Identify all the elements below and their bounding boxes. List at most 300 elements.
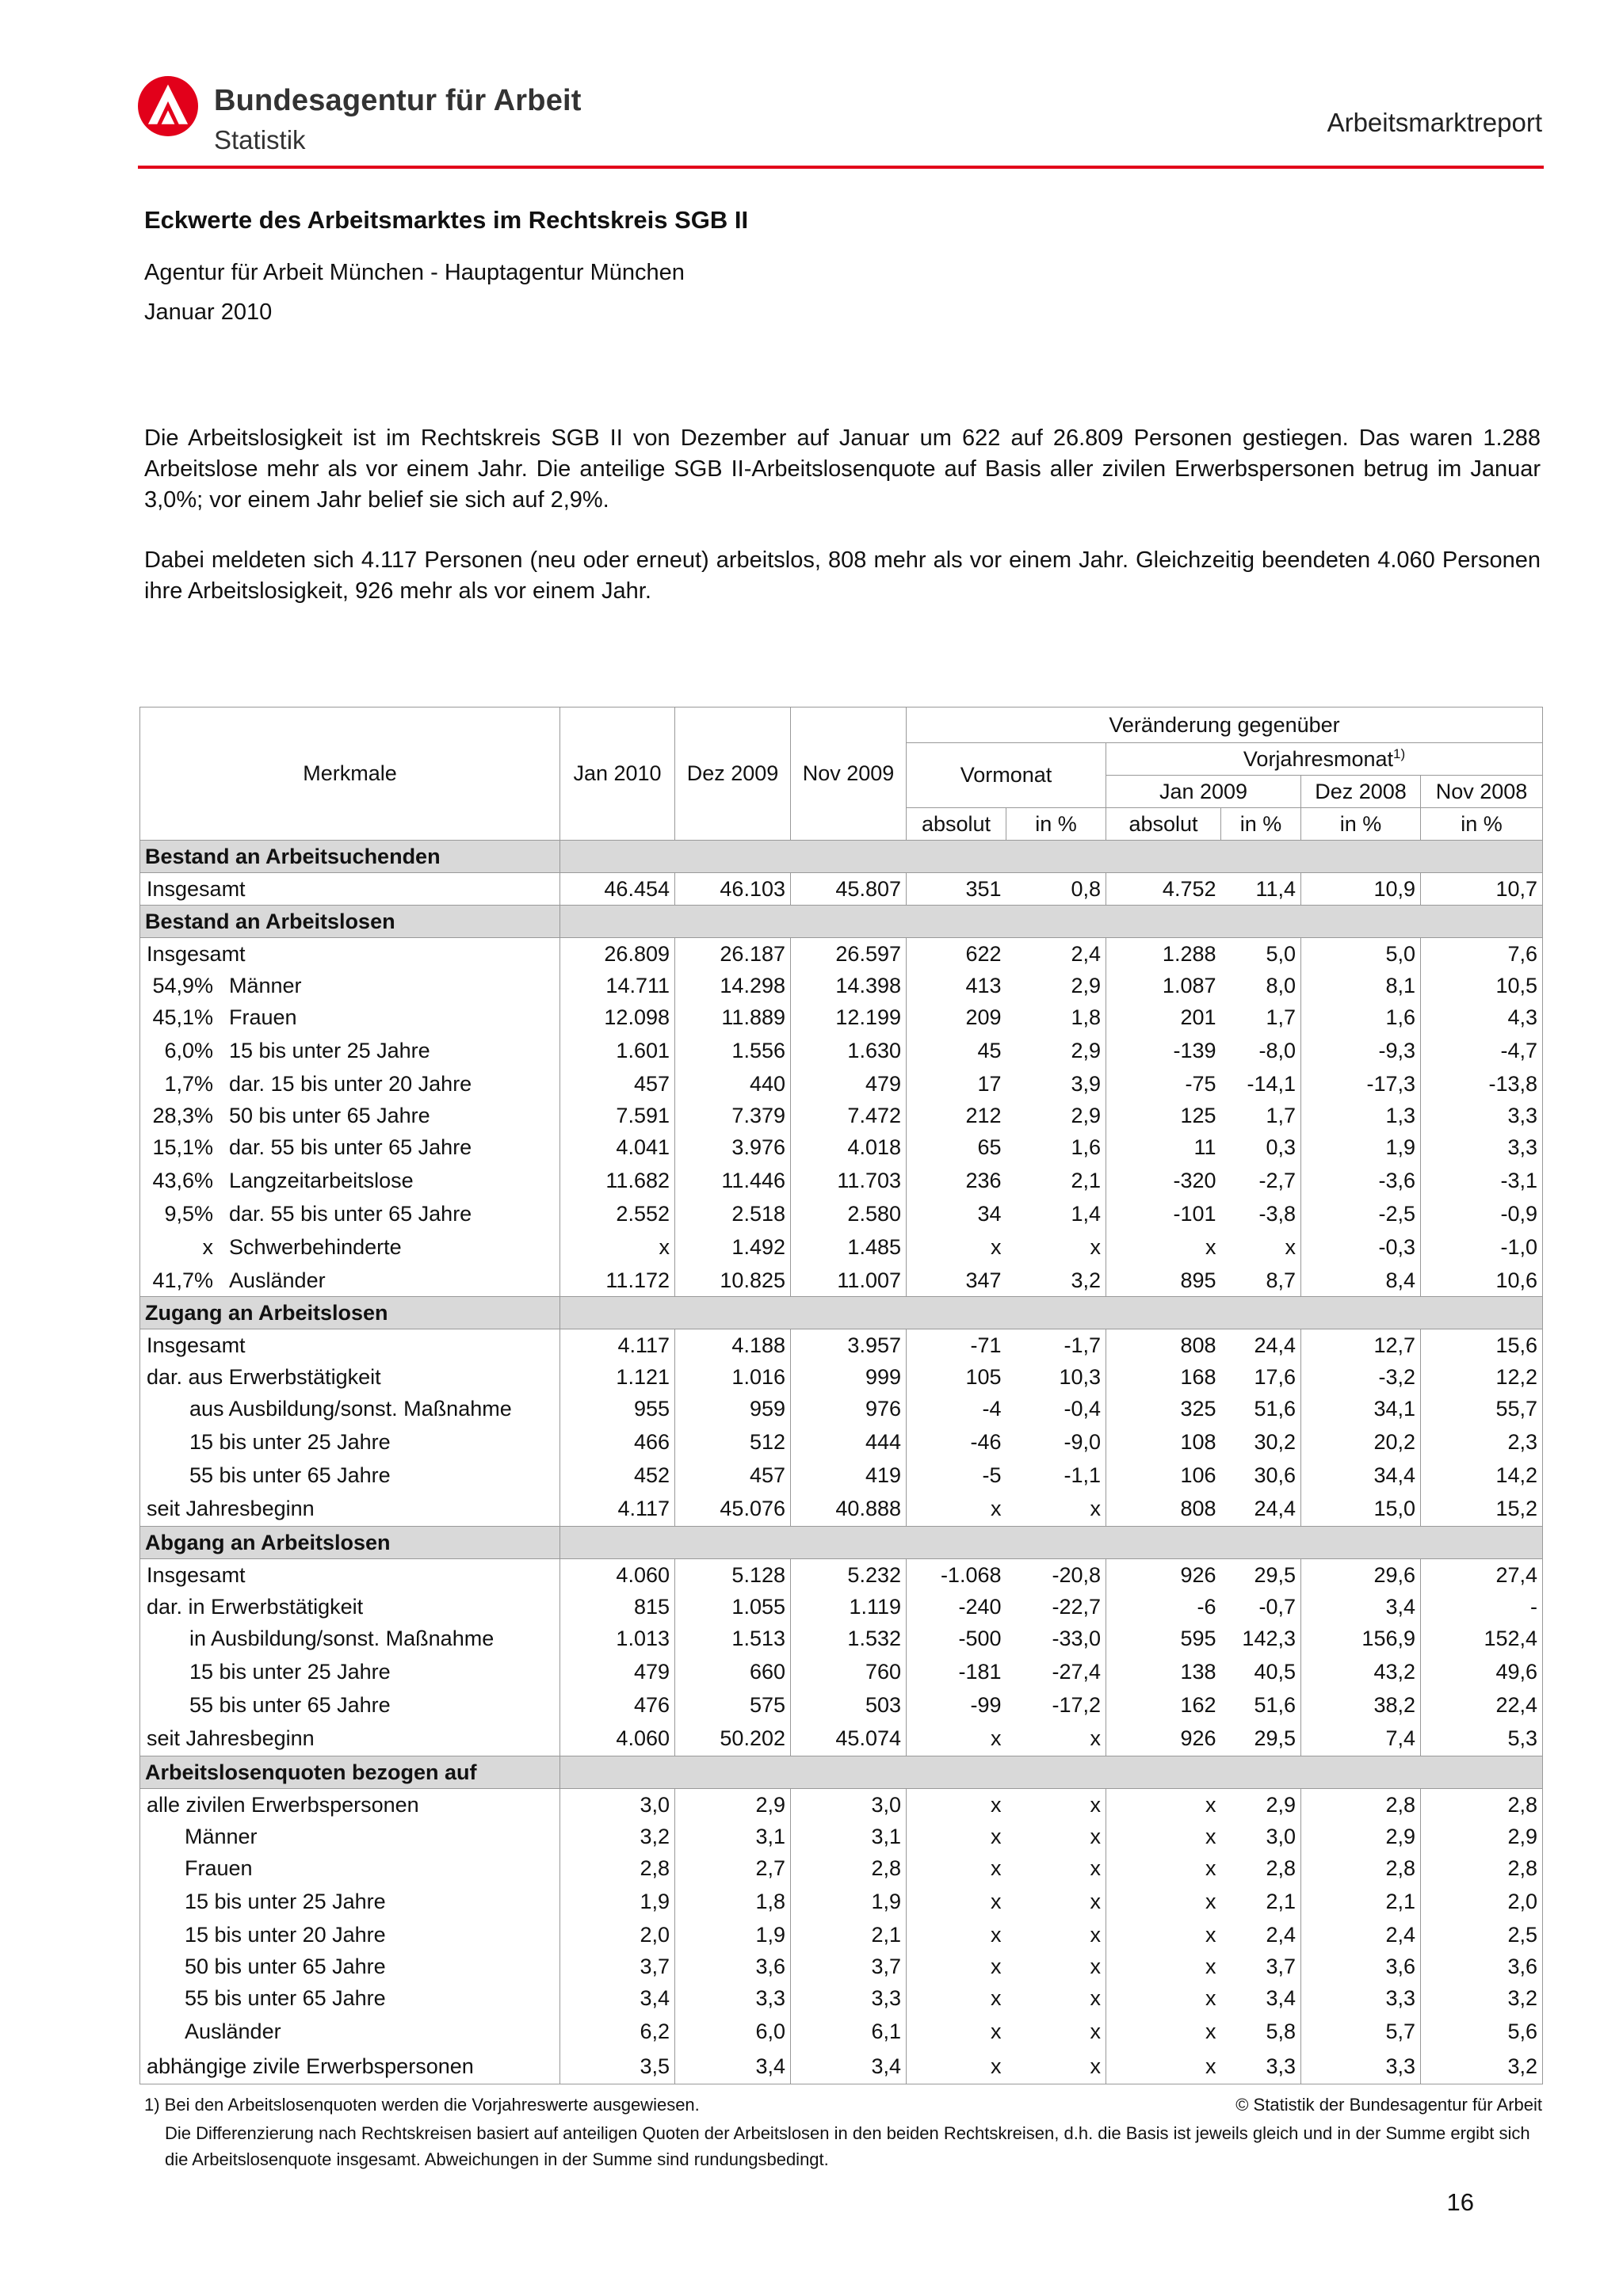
value-cell: 34,1: [1301, 1393, 1421, 1425]
value-cell: -8,0: [1221, 1033, 1301, 1068]
value-cell: 65: [907, 1131, 1006, 1163]
value-cell: 162: [1106, 1689, 1221, 1721]
value-cell: 808: [1106, 1491, 1221, 1527]
table-row: [140, 1789, 1543, 1821]
row-label: aus Ausbildung/sonst. Maßnahme: [189, 1396, 512, 1421]
brand-subtitle: Statistik: [214, 125, 306, 154]
value-cell: 8,4: [1301, 1264, 1421, 1297]
section-fill: [560, 1297, 1543, 1329]
share-percent: 9,5%: [164, 1201, 213, 1226]
row-label: Insgesamt: [147, 1333, 246, 1357]
value-cell: 2,9: [1006, 970, 1106, 1001]
value-cell: 27,4: [1421, 1559, 1543, 1592]
value-cell: x: [907, 1491, 1006, 1527]
summary-paragraph: Die Arbeitslosigkeit ist im Rechtskreis SGB II von Dezember auf Januar um 622 auf 26.809 Personen gestiegen. Das waren 1.288 Arbeitslose mehr als vor einem Jahr. Die anteilige SGB II-Arbeitslosenquote auf Basis aller zivilen Erwerbspersonen betrug im Januar 3,0%; vor einem Jahr belief sie sich auf 2,9%.: [144, 425, 1541, 513]
value-cell: 125: [1106, 1100, 1221, 1131]
value-cell: 6,1: [791, 2014, 907, 2049]
value-cell: 4.188: [675, 1329, 791, 1362]
section-row: [140, 906, 1543, 938]
value-cell: 1,7: [1221, 1100, 1301, 1131]
table-row: [140, 1721, 1543, 1756]
value-cell: 3,2: [1006, 1264, 1106, 1297]
value-cell: 5.232: [791, 1559, 907, 1592]
value-cell: -5: [907, 1459, 1006, 1491]
value-cell: 156,9: [1301, 1623, 1421, 1654]
value-cell: 24,4: [1221, 1329, 1301, 1362]
value-cell: -2,7: [1221, 1163, 1301, 1198]
row-label: 15 bis unter 25 Jahre: [189, 1429, 391, 1454]
value-cell: -139: [1106, 1033, 1221, 1068]
section-row: [140, 1297, 1543, 1329]
value-cell: 7,4: [1301, 1721, 1421, 1756]
value-cell: 11.889: [675, 1001, 791, 1033]
row-label-cell: [140, 1100, 560, 1131]
value-cell: 1.013: [560, 1623, 675, 1654]
value-cell: x: [1006, 1884, 1106, 1919]
table-row: [140, 1230, 1543, 1264]
header-dez-2008: Dez 2008: [1301, 776, 1421, 808]
value-cell: 3,0: [560, 1789, 675, 1821]
value-cell: 1,4: [1006, 1198, 1106, 1230]
value-cell: 2,9: [1006, 1100, 1106, 1131]
value-cell: 1.055: [675, 1591, 791, 1623]
value-cell: -101: [1106, 1198, 1221, 1230]
value-cell: 2,8: [1221, 1852, 1301, 1884]
value-cell: x: [1006, 1721, 1106, 1756]
row-label-cell: [140, 1361, 560, 1393]
value-cell: 3,4: [791, 2049, 907, 2084]
value-cell: 34,4: [1301, 1459, 1421, 1491]
value-cell: 6,0: [675, 2014, 791, 2049]
header-absolut: absolut: [907, 808, 1006, 841]
value-cell: 7.591: [560, 1100, 675, 1131]
value-cell: 1,8: [675, 1884, 791, 1919]
row-label-cell: [140, 1919, 560, 1951]
value-cell: 808: [1106, 1329, 1221, 1362]
value-cell: 3,4: [1301, 1591, 1421, 1623]
row-label: seit Jahresbeginn: [147, 1726, 315, 1750]
value-cell: x: [907, 1821, 1006, 1852]
value-cell: 15,2: [1421, 1491, 1543, 1527]
header-vormonat: Vormonat: [907, 743, 1106, 808]
value-cell: 3,3: [1221, 2049, 1301, 2084]
section-fill: [560, 841, 1543, 873]
share-percent: 6,0%: [164, 1038, 213, 1062]
row-label-cell: [140, 1264, 560, 1297]
value-cell: 926: [1106, 1721, 1221, 1756]
value-cell: 575: [675, 1689, 791, 1721]
row-label: Langzeitarbeitslose: [229, 1168, 414, 1192]
value-cell: 413: [907, 970, 1006, 1001]
value-cell: 2,5: [1421, 1919, 1543, 1951]
value-cell: x: [1106, 1821, 1221, 1852]
table-row: [140, 873, 1543, 906]
value-cell: -240: [907, 1591, 1006, 1623]
value-cell: 2,3: [1421, 1425, 1543, 1459]
header-in-percent: in %: [1421, 808, 1543, 841]
value-cell: 29,6: [1301, 1559, 1421, 1592]
value-cell: 466: [560, 1425, 675, 1459]
value-cell: 152,4: [1421, 1623, 1543, 1654]
value-cell: x: [907, 1884, 1006, 1919]
value-cell: 457: [560, 1068, 675, 1100]
value-cell: 1.288: [1106, 938, 1221, 971]
header-dez-2009: Dez 2009: [675, 707, 791, 841]
value-cell: x: [1106, 1789, 1221, 1821]
value-cell: 976: [791, 1393, 907, 1425]
value-cell: 999: [791, 1361, 907, 1393]
row-label-cell: [140, 1591, 560, 1623]
row-label-cell: [140, 1329, 560, 1362]
value-cell: -3,1: [1421, 1163, 1543, 1198]
value-cell: 26.597: [791, 938, 907, 971]
value-cell: x: [907, 2014, 1006, 2049]
value-cell: 55,7: [1421, 1393, 1543, 1425]
value-cell: 11.703: [791, 1163, 907, 1198]
value-cell: 45.807: [791, 873, 907, 906]
row-label: Insgesamt: [147, 1562, 246, 1587]
row-label-cell: [140, 1425, 560, 1459]
value-cell: 2,8: [1301, 1852, 1421, 1884]
value-cell: x: [1006, 1491, 1106, 1527]
value-cell: 1,9: [1301, 1131, 1421, 1163]
row-label-cell: [140, 1689, 560, 1721]
row-label: dar. 15 bis unter 20 Jahre: [229, 1071, 472, 1096]
value-cell: x: [1006, 1982, 1106, 2014]
value-cell: 3,3: [1301, 1982, 1421, 2014]
value-cell: 5,3: [1421, 1721, 1543, 1756]
row-label-cell: [140, 1852, 560, 1884]
value-cell: -46: [907, 1425, 1006, 1459]
value-cell: 106: [1106, 1459, 1221, 1491]
share-percent: 15,1%: [152, 1135, 213, 1159]
footnote-2: Die Differenzierung nach Rechtskreisen basiert auf anteiligen Quoten der Arbeitslosen in den beiden Rechtskreisen, d.h. die Basis ist jeweils gleich und in der Summe ergibt sich die Arbeitslosenquote insgesamt. Abweichungen in der Summe sind rundungsbedingt.: [165, 2123, 1530, 2169]
row-label-cell: [140, 1884, 560, 1919]
section-row: [140, 1756, 1543, 1789]
row-label-cell: [140, 1068, 560, 1100]
value-cell: 3,7: [791, 1951, 907, 1982]
value-cell: 1,6: [1006, 1131, 1106, 1163]
row-label: Männer: [185, 1824, 258, 1848]
row-label-cell: [140, 1982, 560, 2014]
value-cell: x: [1006, 1852, 1106, 1884]
value-cell: 26.809: [560, 938, 675, 971]
value-cell: 11.682: [560, 1163, 675, 1198]
value-cell: 12.199: [791, 1001, 907, 1033]
value-cell: 1.119: [791, 1591, 907, 1623]
share-percent: 41,7%: [152, 1268, 213, 1292]
value-cell: 4.018: [791, 1131, 907, 1163]
value-cell: -17,3: [1301, 1068, 1421, 1100]
row-label-cell: [140, 970, 560, 1001]
value-cell: 1,3: [1301, 1100, 1421, 1131]
value-cell: 3,4: [1221, 1982, 1301, 2014]
value-cell: 2,9: [1221, 1789, 1301, 1821]
value-cell: 45.074: [791, 1721, 907, 1756]
value-cell: 5.128: [675, 1559, 791, 1592]
value-cell: 955: [560, 1393, 675, 1425]
value-cell: x: [560, 1230, 675, 1264]
value-cell: 105: [907, 1361, 1006, 1393]
value-cell: 815: [560, 1591, 675, 1623]
value-cell: 7.472: [791, 1100, 907, 1131]
header-jan-2010: Jan 2010: [560, 707, 675, 841]
table-row: [140, 1131, 1543, 1163]
value-cell: 3,6: [1421, 1951, 1543, 1982]
value-cell: 3,0: [1221, 1821, 1301, 1852]
value-cell: 10,7: [1421, 873, 1543, 906]
value-cell: 14.298: [675, 970, 791, 1001]
value-cell: 7.379: [675, 1100, 791, 1131]
header-merkmale: Merkmale: [140, 707, 560, 841]
table-row: [140, 1884, 1543, 1919]
value-cell: x: [1006, 1821, 1106, 1852]
value-cell: -17,2: [1006, 1689, 1106, 1721]
share-percent: 54,9%: [152, 973, 213, 997]
value-cell: 2,8: [1421, 1789, 1543, 1821]
value-cell: 5,0: [1221, 938, 1301, 971]
value-cell: 1,9: [791, 1884, 907, 1919]
value-cell: 17,6: [1221, 1361, 1301, 1393]
value-cell: x: [907, 1230, 1006, 1264]
value-cell: -6: [1106, 1591, 1221, 1623]
value-cell: 452: [560, 1459, 675, 1491]
value-cell: -22,7: [1006, 1591, 1106, 1623]
brand-name: Bundesagentur für Arbeit: [214, 84, 582, 117]
value-cell: 503: [791, 1689, 907, 1721]
value-cell: -3,8: [1221, 1198, 1301, 1230]
section-title: Zugang an Arbeitslosen: [140, 1297, 560, 1329]
row-label: dar. 55 bis unter 65 Jahre: [229, 1135, 472, 1159]
value-cell: 2,1: [1301, 1884, 1421, 1919]
value-cell: x: [1106, 1951, 1221, 1982]
table-row: [140, 1982, 1543, 2014]
value-cell: x: [1006, 1919, 1106, 1951]
value-cell: 325: [1106, 1393, 1221, 1425]
value-cell: x: [1106, 1919, 1221, 1951]
section-title: Bestand an Arbeitsuchenden: [140, 841, 560, 873]
value-cell: 50.202: [675, 1721, 791, 1756]
value-cell: -1,7: [1006, 1329, 1106, 1362]
value-cell: x: [1006, 1230, 1106, 1264]
value-cell: 212: [907, 1100, 1006, 1131]
value-cell: 0,3: [1221, 1131, 1301, 1163]
section-fill: [560, 1756, 1543, 1789]
row-label: Frauen: [185, 1855, 253, 1880]
value-cell: 660: [675, 1654, 791, 1689]
value-cell: 30,2: [1221, 1425, 1301, 1459]
value-cell: 3,3: [1301, 2049, 1421, 2084]
value-cell: -33,0: [1006, 1623, 1106, 1654]
value-cell: x: [1106, 2049, 1221, 2084]
value-cell: x: [1006, 2049, 1106, 2084]
value-cell: 2,9: [1421, 1821, 1543, 1852]
value-cell: 138: [1106, 1654, 1221, 1689]
value-cell: 15,0: [1301, 1491, 1421, 1527]
value-cell: x: [907, 1951, 1006, 1982]
value-cell: 3,9: [1006, 1068, 1106, 1100]
value-cell: x: [1221, 1230, 1301, 1264]
table-row: [140, 1361, 1543, 1393]
table-row: [140, 1919, 1543, 1951]
row-label: Insgesamt: [147, 941, 246, 966]
value-cell: -3,6: [1301, 1163, 1421, 1198]
value-cell: 2.518: [675, 1198, 791, 1230]
value-cell: 22,4: [1421, 1689, 1543, 1721]
value-cell: 51,6: [1221, 1393, 1301, 1425]
value-cell: -0,9: [1421, 1198, 1543, 1230]
value-cell: 2,8: [791, 1852, 907, 1884]
row-label-cell: [140, 1623, 560, 1654]
value-cell: 26.187: [675, 938, 791, 971]
value-cell: x: [907, 1982, 1006, 2014]
value-cell: 351: [907, 873, 1006, 906]
value-cell: 2,7: [675, 1852, 791, 1884]
value-cell: x: [907, 1721, 1006, 1756]
value-cell: 12.098: [560, 1001, 675, 1033]
value-cell: 1.556: [675, 1033, 791, 1068]
value-cell: 476: [560, 1689, 675, 1721]
row-label-cell: [140, 1198, 560, 1230]
header-rule: [138, 166, 1544, 169]
value-cell: 15,6: [1421, 1329, 1543, 1362]
value-cell: 10,5: [1421, 970, 1543, 1001]
value-cell: x: [1106, 1230, 1221, 1264]
value-cell: 1,7: [1221, 1001, 1301, 1033]
footnote-marker: 1): [1393, 746, 1406, 761]
header-in-percent: in %: [1006, 808, 1106, 841]
summary-paragraph: Dabei meldeten sich 4.117 Personen (neu oder erneut) arbeitslos, 808 mehr als vor einem Jahr. Gleichzeitig beendeten 4.060 Personen ihre Arbeitslosigkeit, 926 mehr als vor einem Jahr.: [144, 547, 1541, 604]
value-cell: 3,4: [675, 2049, 791, 2084]
value-cell: -0,4: [1006, 1393, 1106, 1425]
row-label: Schwerbehinderte: [229, 1234, 402, 1259]
value-cell: 4.060: [560, 1559, 675, 1592]
value-cell: 10,3: [1006, 1361, 1106, 1393]
row-label: Ausländer: [185, 2019, 281, 2043]
row-label: abhängige zivile Erwerbspersonen: [147, 2054, 474, 2078]
value-cell: 3,0: [791, 1789, 907, 1821]
table-row: [140, 1033, 1543, 1068]
value-cell: 10,6: [1421, 1264, 1543, 1297]
value-cell: 512: [675, 1425, 791, 1459]
value-cell: 46.454: [560, 873, 675, 906]
row-label: 50 bis unter 65 Jahre: [185, 1954, 386, 1978]
agency-name: Agentur für Arbeit München - Hauptagentur München: [144, 260, 685, 285]
value-cell: 1.087: [1106, 970, 1221, 1001]
section-title: Arbeitslosenquoten bezogen auf: [140, 1756, 560, 1789]
value-cell: -9,3: [1301, 1033, 1421, 1068]
value-cell: 419: [791, 1459, 907, 1491]
value-cell: 2,0: [1421, 1884, 1543, 1919]
value-cell: 10,9: [1301, 873, 1421, 906]
row-label-cell: [140, 1821, 560, 1852]
value-cell: -9,0: [1006, 1425, 1106, 1459]
value-cell: 24,4: [1221, 1491, 1301, 1527]
row-label-cell: [140, 1951, 560, 1982]
value-cell: -181: [907, 1654, 1006, 1689]
value-cell: 5,0: [1301, 938, 1421, 971]
row-label: alle zivilen Erwerbspersonen: [147, 1792, 419, 1817]
value-cell: -4,7: [1421, 1033, 1543, 1068]
table-row: [140, 1491, 1543, 1527]
row-label: dar. 55 bis unter 65 Jahre: [229, 1201, 472, 1226]
value-cell: 347: [907, 1264, 1006, 1297]
value-cell: 2,1: [1006, 1163, 1106, 1198]
table-row: [140, 1654, 1543, 1689]
table-row: [140, 1264, 1543, 1297]
row-label-cell: [140, 873, 560, 906]
value-cell: 3.957: [791, 1329, 907, 1362]
value-cell: x: [1006, 1789, 1106, 1821]
value-cell: 1,8: [1006, 1001, 1106, 1033]
section-fill: [560, 1527, 1543, 1559]
table-row: [140, 1163, 1543, 1198]
value-cell: x: [907, 2049, 1006, 2084]
section-fill: [560, 906, 1543, 938]
value-cell: 11.172: [560, 1264, 675, 1297]
value-cell: x: [1006, 2014, 1106, 2049]
value-cell: 1,9: [560, 1884, 675, 1919]
value-cell: 168: [1106, 1361, 1221, 1393]
share-percent: 43,6%: [152, 1168, 213, 1192]
row-label-cell: [140, 1230, 560, 1264]
value-cell: 3,2: [1421, 2049, 1543, 2084]
value-cell: -320: [1106, 1163, 1221, 1198]
header-veraenderung: Veränderung gegenüber: [907, 707, 1543, 743]
value-cell: 5,8: [1221, 2014, 1301, 2049]
value-cell: 3,2: [1421, 1982, 1543, 2014]
row-label-cell: [140, 2049, 560, 2084]
value-cell: -75: [1106, 1068, 1221, 1100]
row-label-cell: [140, 1789, 560, 1821]
value-cell: 14,2: [1421, 1459, 1543, 1491]
table-row: [140, 970, 1543, 1001]
value-cell: 3,1: [791, 1821, 907, 1852]
value-cell: 17: [907, 1068, 1006, 1100]
value-cell: 34: [907, 1198, 1006, 1230]
row-label: 55 bis unter 65 Jahre: [189, 1692, 391, 1717]
section-title: Abgang an Arbeitslosen: [140, 1527, 560, 1559]
value-cell: x: [1106, 1982, 1221, 2014]
value-cell: 3,7: [1221, 1951, 1301, 1982]
row-label: 55 bis unter 65 Jahre: [189, 1463, 391, 1487]
value-cell: 4.117: [560, 1329, 675, 1362]
table-row: [140, 2049, 1543, 2084]
row-label-cell: [140, 1721, 560, 1756]
table-row: [140, 1100, 1543, 1131]
header-nov-2008: Nov 2008: [1421, 776, 1543, 808]
value-cell: 2,8: [560, 1852, 675, 1884]
value-cell: -27,4: [1006, 1654, 1106, 1689]
value-cell: 6,2: [560, 2014, 675, 2049]
value-cell: 2.580: [791, 1198, 907, 1230]
table-row: [140, 1591, 1543, 1623]
row-label-cell: [140, 1163, 560, 1198]
value-cell: -4: [907, 1393, 1006, 1425]
value-cell: 3,5: [560, 2049, 675, 2084]
value-cell: 11.446: [675, 1163, 791, 1198]
row-label-cell: [140, 938, 560, 971]
section-title: Bestand an Arbeitslosen: [140, 906, 560, 938]
value-cell: 10.825: [675, 1264, 791, 1297]
value-cell: 1.016: [675, 1361, 791, 1393]
value-cell: 8,1: [1301, 970, 1421, 1001]
section-row: [140, 841, 1543, 873]
value-cell: 11: [1106, 1131, 1221, 1163]
row-label: in Ausbildung/sonst. Maßnahme: [189, 1626, 495, 1650]
value-cell: 49,6: [1421, 1654, 1543, 1689]
header-in-percent: in %: [1301, 808, 1421, 841]
